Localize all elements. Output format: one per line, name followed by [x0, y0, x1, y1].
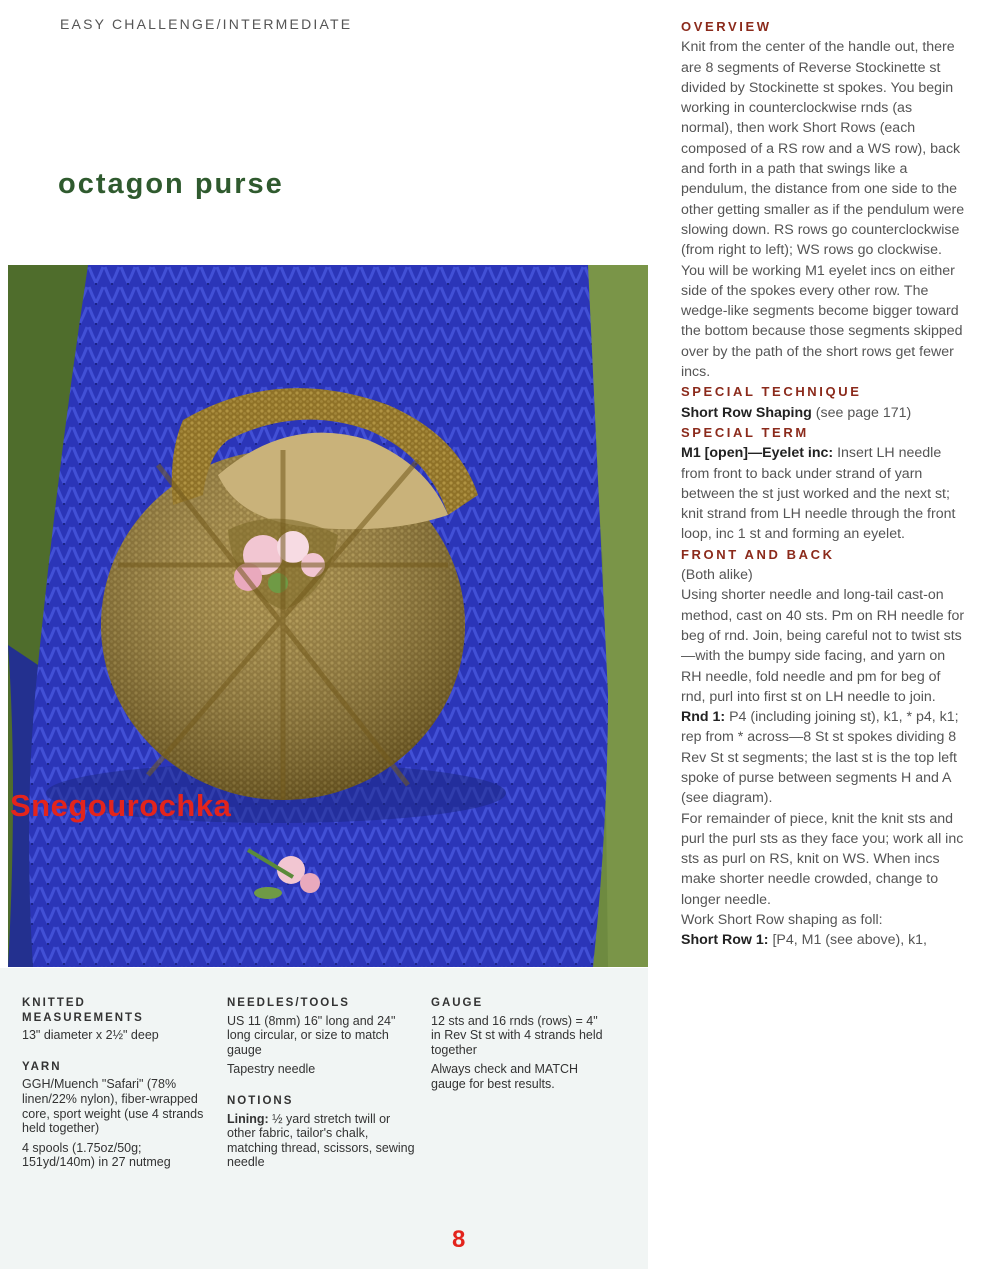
purse-photo-illustration	[8, 265, 648, 967]
rnd1-body: P4 (including joining st), k1, * p4, k1; rep from * across—8 St st spokes dividing 8 Rev St st segments; the last st is the top left spoke of purse between segments H and A (see diagram).	[681, 709, 959, 807]
front-back-subtitle: (Both alike)	[681, 567, 753, 584]
special-technique-label: Short Row Shaping	[681, 404, 812, 421]
specs-column-2	[227, 996, 415, 1175]
notions-heading: NOTIONS	[227, 1094, 294, 1107]
rnd1-label: Rnd 1:	[681, 709, 726, 726]
special-term-text	[681, 443, 966, 544]
yarn-text-2: 4 spools (1.75oz/50g; 151yd/140m) in 27 nutmeg	[22, 1140, 171, 1170]
gauge-heading: GAUGE	[431, 997, 484, 1009]
notions-label: Lining:	[227, 1111, 269, 1126]
remainder-text: For remainder of piece, knit the knit sts and purl the purl sts as they face you; work all inc sts as purl on RS, knit on WS. When incs make shorter needle crowded, change to longer needle.	[681, 810, 964, 908]
special-technique-ref: (see page 171)	[811, 404, 912, 421]
difficulty-label: EASY CHALLENGE/INTERMEDIATE	[60, 16, 353, 32]
needles-text-1: US 11 (8mm) 16" long and 24" long circular, or size to match gauge	[227, 1013, 396, 1057]
yarn-text-1: GGH/Muench "Safari" (78% linen/22% nylon), fiber-wrapped core, sport weight (use 4 strands held together)	[22, 1077, 204, 1136]
special-term-heading: SPECIAL TERM	[681, 424, 809, 440]
instructions-column	[681, 17, 966, 951]
gauge-text-2: Always check and MATCH gauge for best results.	[431, 1062, 579, 1091]
notions-text	[227, 1112, 415, 1170]
notions-body: ½ yard stretch twill or other fabric, tailor's chalk, matching thread, scissors, sewing needle	[227, 1111, 415, 1170]
specs-column-1	[22, 996, 208, 1175]
special-technique-text	[681, 403, 966, 423]
special-term-body: Insert LH needle from front to back under strand of yarn between the st just worked and the next st; knit strand from LH needle through the front loop, inc 1 st and forming an eyelet.	[681, 445, 956, 543]
short-row-1-text	[681, 930, 966, 950]
gauge-text-1: 12 sts and 16 rnds (rows) = 4" in Rev St st with 4 strands held together	[431, 1013, 603, 1057]
special-term-label: M1 [open]—Eyelet inc:	[681, 445, 834, 462]
front-back-cast-on: Using shorter needle and long-tail cast-on method, cast on 40 sts. Pm on RH needle for beg of rnd. Join, being careful not to twist sts—with the bumpy side facing, and yarn on RH needle, fold needle and pm for beg of rnd, purl into first st on LH needle to join.	[681, 587, 965, 705]
needles-text-2: Tapestry needle	[227, 1062, 316, 1077]
short-row-intro: Work Short Row shaping as foll:	[681, 912, 883, 929]
page-number: 8	[452, 1226, 466, 1253]
overview-text: Knit from the center of the handle out, there are 8 segments of Reverse Stockinette st divided by Stockinette st spokes. You begin working in counterclockwise rnds (as normal), then work Short Rows (each composed of a RS row and a WS row), back and forth in a path that swings like a pendulum, the distance from one side to the other getting smaller as if the pendulum were slowing down. RS rows go counterclockwise (from right to left); WS rows go clockwise. You will be working M1 eyelet incs on either side of the spokes every other row. The wedge-like segments become bigger toward the bottom because those segments skipped over by the path of the short rows get fewer incs.	[681, 39, 965, 381]
rnd1-text	[681, 707, 966, 808]
special-technique-heading: SPECIAL TECHNIQUE	[681, 384, 862, 400]
yarn-heading: YARN	[22, 1060, 62, 1073]
specs-column-3	[431, 996, 607, 1097]
measurements-text: 13" diameter x 2½" deep	[22, 1028, 159, 1043]
overview-heading: OVERVIEW	[681, 19, 772, 34]
front-back-heading: FRONT AND BACK	[681, 546, 835, 562]
watermark-text: Snegourochka	[10, 788, 232, 823]
purse-photo	[8, 265, 648, 967]
short-row-1-body: [P4, M1 (see above), k1,	[768, 932, 928, 949]
page-title: octagon purse	[58, 168, 284, 200]
needles-heading: NEEDLES/TOOLS	[227, 997, 350, 1009]
measurements-heading: KNITTED MEASUREMENTS	[22, 997, 144, 1024]
short-row-1-label: Short Row 1:	[681, 932, 769, 949]
